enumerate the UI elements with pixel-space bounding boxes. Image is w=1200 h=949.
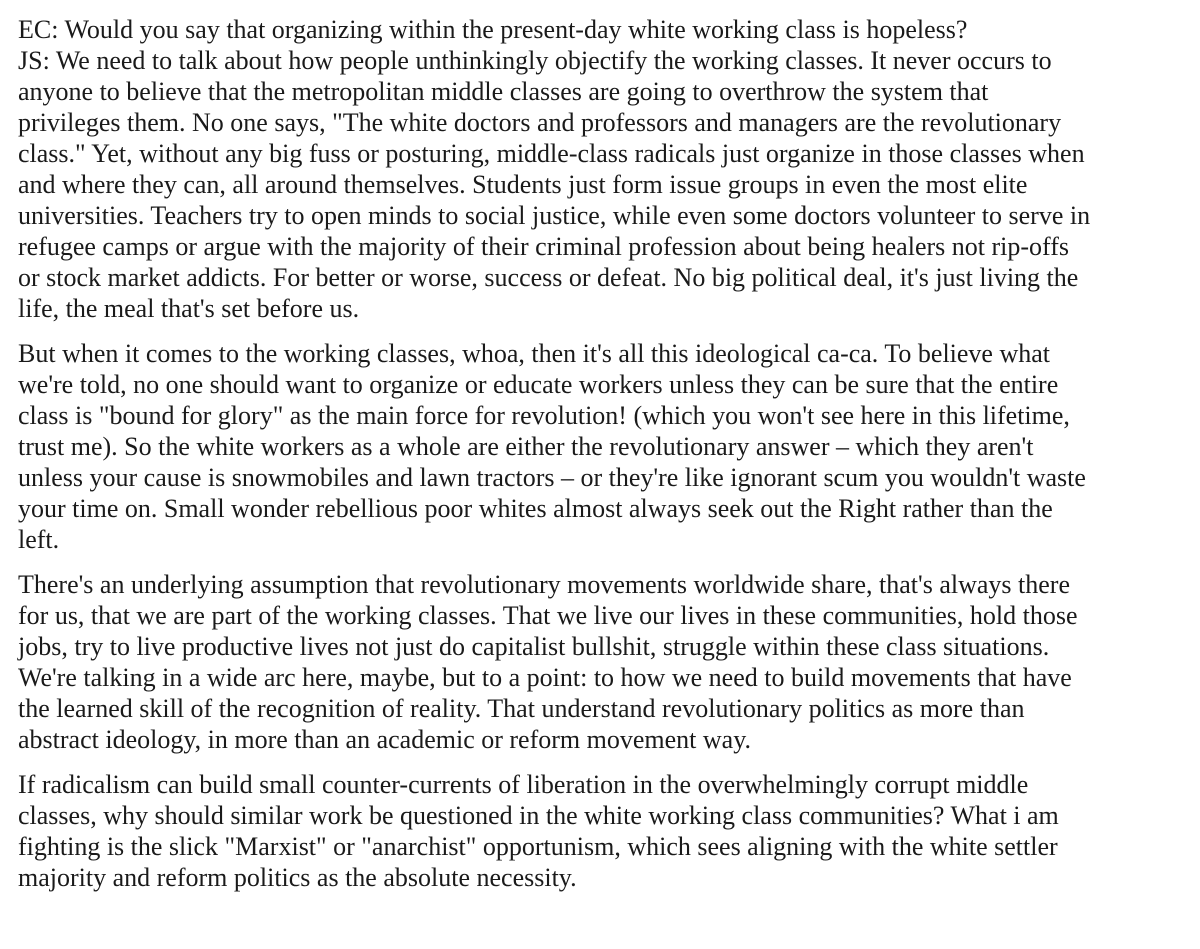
text-line: classes, why should similar work be questioned in the white working class communities? What i am bbox=[18, 801, 1059, 830]
text-line: unless your cause is snowmobiles and lawn tractors – or they're like ignorant scum you wouldn't waste bbox=[18, 463, 1086, 492]
paragraph-radicalism bbox=[18, 769, 1200, 893]
text-line: refugee camps or argue with the majority of their criminal profession about being healers not rip-offs bbox=[18, 232, 1069, 261]
text-line: JS: We need to talk about how people unthinkingly objectify the working classes. It never occurs to bbox=[18, 46, 1052, 75]
text-line: left. bbox=[18, 525, 60, 554]
text-line: There's an underlying assumption that revolutionary movements worldwide share, that's always there bbox=[18, 570, 1070, 599]
text-line: anyone to believe that the metropolitan middle classes are going to overthrow the system that bbox=[18, 77, 989, 106]
text-line: EC: Would you say that organizing within the present-day white working class is hopeless? bbox=[18, 15, 968, 44]
text-line: abstract ideology, in more than an academic or reform movement way. bbox=[18, 725, 752, 754]
text-line: the learned skill of the recognition of reality. That understand revolutionary politics as more than bbox=[18, 694, 1025, 723]
text-line: your time on. Small wonder rebellious poor whites almost always seek out the Right rather than the bbox=[18, 494, 1053, 523]
text-line: class." Yet, without any big fuss or posturing, middle-class radicals just organize in those classes when bbox=[18, 139, 1085, 168]
text-line: trust me). So the white workers as a whole are either the revolutionary answer – which they aren't bbox=[18, 432, 1034, 461]
text-line: or stock market addicts. For better or worse, success or defeat. No big political deal, it's just living the bbox=[18, 263, 1079, 292]
paragraph-interview-intro bbox=[18, 14, 1200, 324]
text-line: privileges them. No one says, "The white doctors and professors and managers are the revolutionary bbox=[18, 108, 1062, 137]
text-line: fighting is the slick "Marxist" or "anarchist" opportunism, which sees aligning with the white settler bbox=[18, 832, 1058, 861]
text-line: we're told, no one should want to organize or educate workers unless they can be sure that the entire bbox=[18, 370, 1059, 399]
text-line: If radicalism can build small counter-currents of liberation in the overwhelmingly corrupt middle bbox=[18, 770, 1029, 799]
article-body bbox=[18, 14, 1200, 907]
paragraph-working-classes bbox=[18, 338, 1200, 555]
text-line: and where they can, all around themselves. Students just form issue groups in even the most elite bbox=[18, 170, 1028, 199]
text-line: majority and reform politics as the absolute necessity. bbox=[18, 863, 577, 892]
text-line: We're talking in a wide arc here, maybe, but to a point: to how we need to build movements that have bbox=[18, 663, 1072, 692]
text-line: But when it comes to the working classes, whoa, then it's all this ideological ca-ca. To believe what bbox=[18, 339, 1051, 368]
text-line: for us, that we are part of the working classes. That we live our lives in these communities, hold those bbox=[18, 601, 1078, 630]
text-line: life, the meal that's set before us. bbox=[18, 294, 360, 323]
text-line: class is "bound for glory" as the main force for revolution! (which you won't see here in this lifetime, bbox=[18, 401, 1070, 430]
text-line: universities. Teachers try to open minds to social justice, while even some doctors volunteer to serve in bbox=[18, 201, 1091, 230]
text-line: jobs, try to live productive lives not just do capitalist bullshit, struggle within these class situations. bbox=[18, 632, 1050, 661]
paragraph-underlying-assumption bbox=[18, 569, 1200, 755]
